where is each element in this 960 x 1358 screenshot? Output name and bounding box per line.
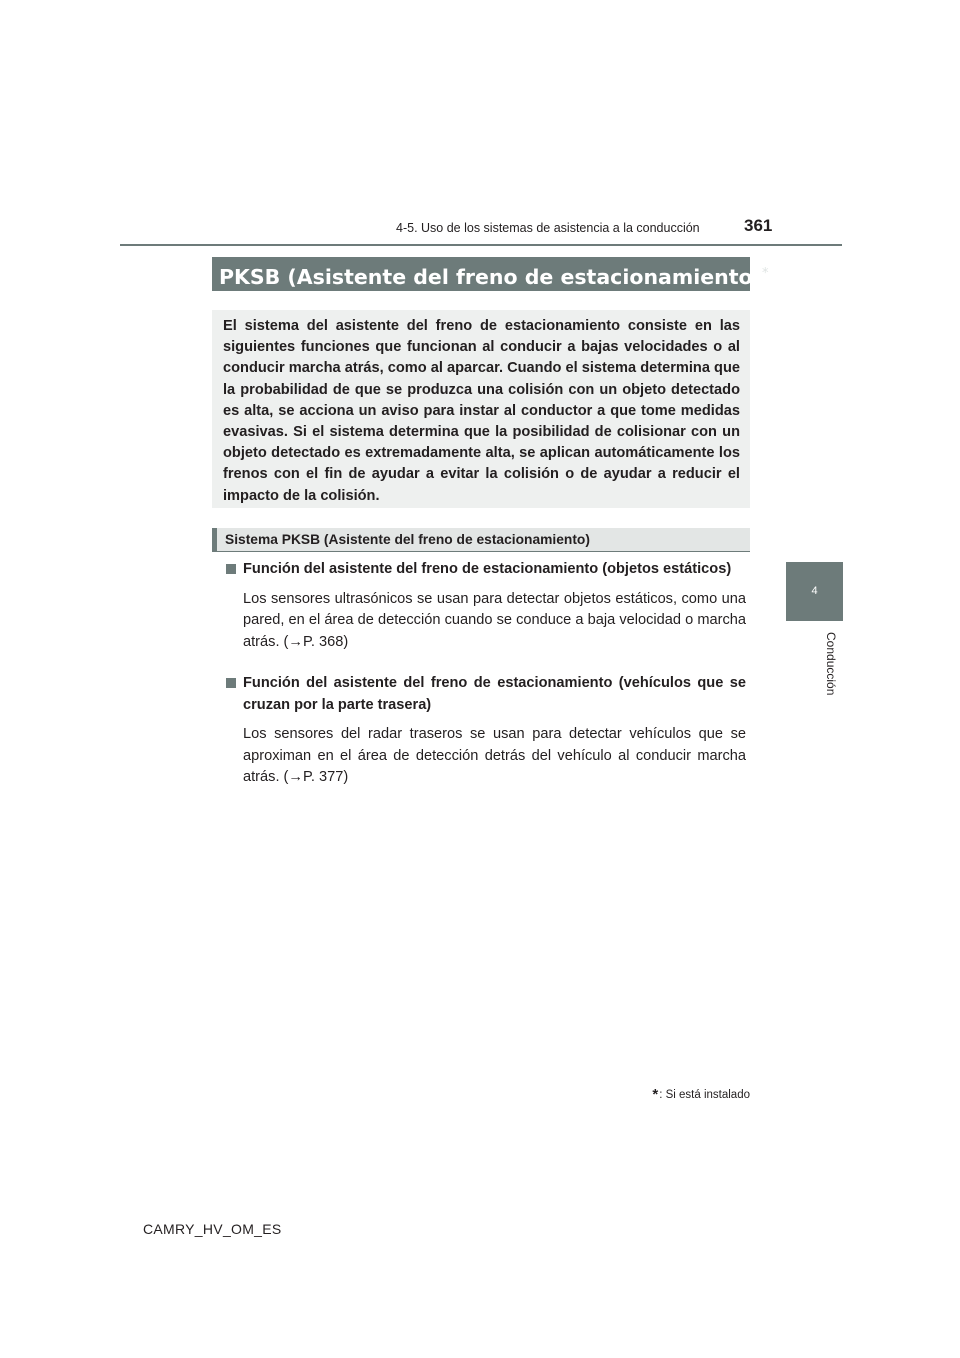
chapter-label: Conducción	[824, 632, 838, 696]
item-body: Los sensores del radar traseros se usan para detectar vehículos que se aproximan en el área de detección detrás del vehículo al conducir marcha atrás. (→P. 377)	[243, 726, 746, 785]
square-bullet-icon	[226, 564, 236, 574]
chapter-tab: 4	[786, 562, 843, 621]
item-heading-text: Función del asistente del freno de estacionamiento (objetos estáticos)	[243, 561, 732, 577]
asterisk-icon: *	[652, 1086, 659, 1103]
intro-text: El sistema del asistente del freno de estacionamiento consiste en las siguientes funciones que funcionan al conducir a bajas velocidades o al conducir marcha atrás, como al aparcar. Cuando el sistema determina que la probabilidad de que se produzca una colisión con un objeto detectado es alta, se acciona un aviso para instar al conductor a que tome medidas evasivas. Si el sistema determina que la posibilidad de colisionar con un objeto detectado es extremadamente alta, se aplican automáticamente los frenos con el fin de ayudar a evitar la colisión o de ayudar a reducir el impacto de la colisión.	[223, 318, 740, 504]
asterisk-icon: *	[762, 266, 769, 281]
header-rule	[120, 244, 842, 246]
header-section: 4-5. Uso de los sistemas de asistencia a la conducción	[396, 221, 700, 235]
square-bullet-icon	[226, 678, 236, 688]
item-heading	[226, 673, 746, 716]
subsection-title: Sistema PKSB (Asistente del freno de estacionamiento)	[212, 528, 750, 552]
page-number: 361	[744, 216, 773, 235]
footnote-text: : Si está instalado	[659, 1089, 750, 1101]
list-item	[226, 673, 746, 789]
footnote	[560, 1086, 750, 1103]
item-heading-text: Función del asistente del freno de estacionamiento (vehículos que se cruzan por la parte trasera)	[243, 675, 746, 713]
section-title-text: PKSB (Asistente del freno de estacionamiento)	[219, 265, 763, 289]
intro-box	[212, 310, 750, 508]
item-body: Los sensores ultrasónicos se usan para detectar objetos estáticos, como una pared, en el área de detección cuando se conduce a baja velocidad o marcha atrás. (→P. 368)	[243, 590, 746, 650]
item-heading	[226, 559, 746, 581]
section-title	[212, 257, 769, 291]
list-item	[226, 559, 746, 653]
document-code: CAMRY_HV_OM_ES	[143, 1221, 282, 1237]
